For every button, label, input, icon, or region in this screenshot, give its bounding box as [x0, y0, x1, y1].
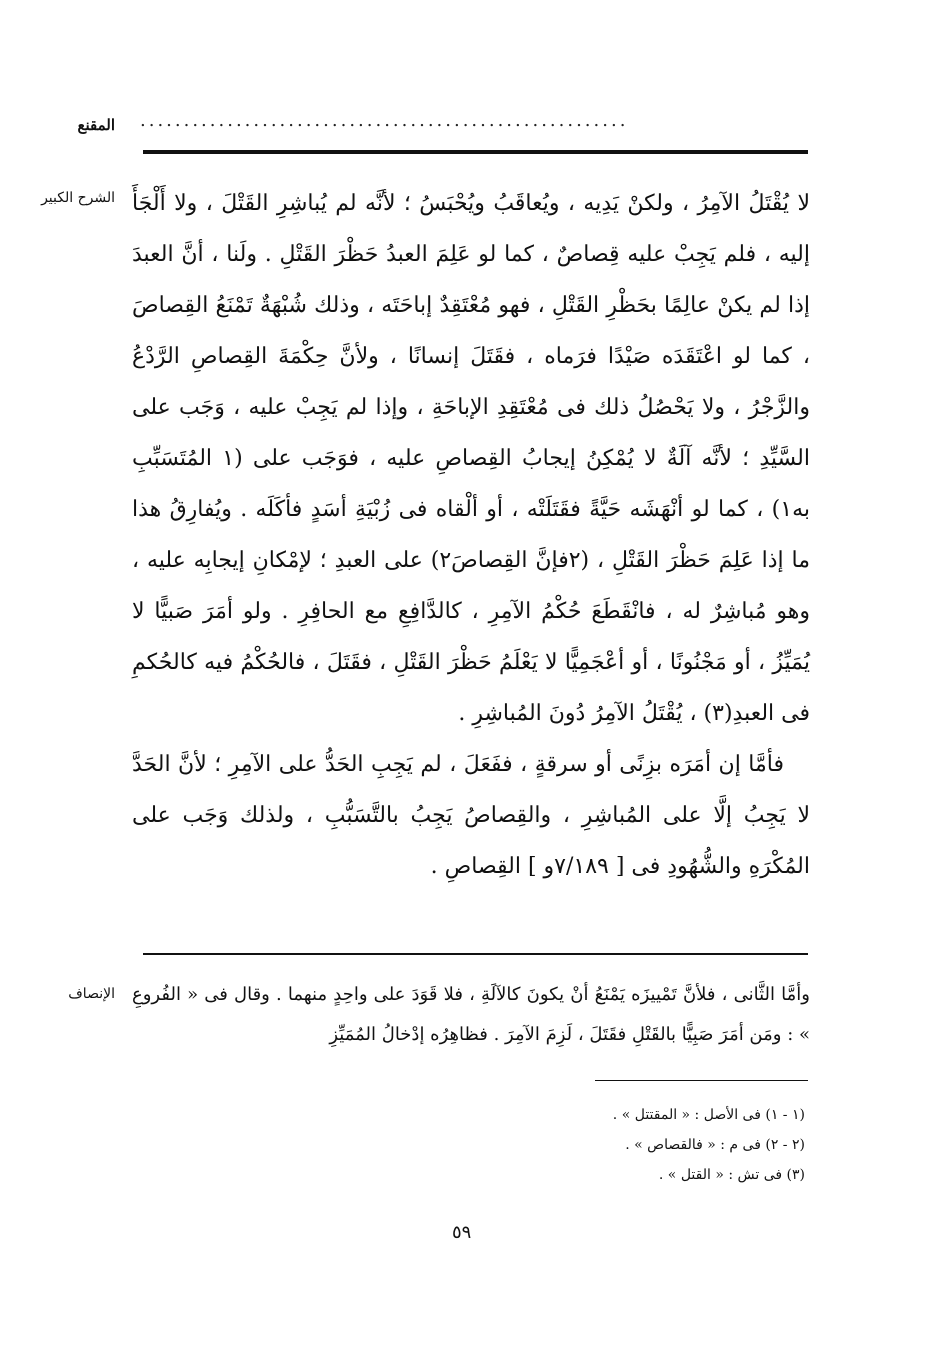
header-divider	[143, 150, 808, 154]
book-title: المقنع	[77, 116, 115, 134]
footnote-1: (١ - ١) فى الأصل : « المقتتل » .	[612, 1107, 805, 1123]
page-number: ٥٩	[452, 1222, 472, 1243]
main-paragraph-1: لا يُقْتَلُ الآمِرُ ، ولكنْ يَدِيه ، ويُعاقَبُ ويُحْبَسُ ؛ لأنَّه لم يُباشِرِ القَتْلَ ، ولا أَلْجَأَ إليه ، فلم يَجِبْ عليه قِصاصٌ ، كما لو عَلِمَ العبدُ حَظْرَ القَتْلِ . ولَنا ، أنَّ العبدَ إذا لم يكنْ عالِمًا بحَظْرِ القَتْلِ ، فهو مُعْتَقِدٌ إباحَتَه ، وذلك شُبْهَةٌ تَمْنَعُ القِصاصَ ، كما لو اعْتَقَدَه صَيْدًا فرَماه ، فقَتَلَ إنسانًا ، ولأنَّ حِكْمَةَ القِصاصِ الرَّدْعُ والزَّجْرُ ، ولا يَحْصُلُ ذلك فى مُعْتَقِدِ الإباحَةِ ، وإذا لم يَجِبْ عليه ، وَجَب على السَّيِّدِ ؛ لأنَّه آلَةٌ لا يُمْكِنُ إيجابُ القِصاصِ عليه ، فوَجَب على (١ المُتَسَبِّبِ به١) ، كما لو أنْهَشَه حَيَّةً فقَتَلَتْه ، أو ألْقاه فى زُبْيَةِ أسَدٍ فأكَلَه . ويُفارِقُ هذا ما إذا عَلِمَ حَظْرَ القَتْلِ ، (٢فإنَّ القِصاصَ٢) على العبدِ ؛ لإمْكانِ إيجابِه عليه ، وهو مُباشِرٌ له ، فانْقَطَعَ حُكْمُ الآمِرِ ، كالدَّافِعِ مع الحافِرِ . ولو أمَرَ صَبيًّا لا يُمَيِّزُ ، أو مَجْنُونًا ، أو أعْجَمِيًّا لا يَعْلَمُ حَظْرَ القَتْلِ ، فقَتَلَ ، فالحُكْمُ فيه كالحُكمِ فى العبدِ(٣) ، يُقْتَلُ الآمِرُ دُونَ المُباشِرِ .	[132, 191, 810, 726]
footnote-2: (٢ - ٢) فى م : « فالقصاص » .	[625, 1137, 805, 1153]
section-divider	[143, 953, 808, 955]
footnote-3: (٣) فى تش : « القتل » .	[658, 1167, 805, 1183]
main-text-block	[132, 178, 810, 892]
side-label-sharh: الشرح الكبير	[41, 190, 115, 206]
header-dots: ........................................................	[140, 110, 629, 131]
footnotes	[405, 1100, 805, 1190]
side-label-insaf: الإنصاف	[68, 986, 115, 1002]
insaf-text-block	[132, 975, 810, 1055]
footnote-divider	[595, 1080, 808, 1081]
insaf-paragraph: وأمَّا الثَّانى ، فلأنَّ تَمْييزَه يَمْنَعُ أنْ يكونَ كالآلَةِ ، فلا قَوَدَ على واحِدٍ منهما . وقال فى « الفُروعِ » : ومَن أمَرَ صَبِيًّا بالقَتْلِ فقَتَلَ ، لَزِمَ الآمِرَ . فظاهِرُه إدْخالُ المُمَيِّزِ	[132, 984, 810, 1045]
main-paragraph-2: فأمَّا إن أمَرَه بزِنًى أو سرقةٍ ، ففَعَلَ ، لم يَجِبِ الحَدُّ على الآمِرِ ؛ لأنَّ الحَدَّ لا يَجِبُ إلَّا على المُباشِرِ ، والقِصاصُ يَجِبُ بالتَّسَبُّبِ ، ولذلك وَجَب على المُكْرَهِ والشُّهُودِ فى [ ٧/١٨٩و ] القِصاصِ .	[132, 752, 810, 879]
